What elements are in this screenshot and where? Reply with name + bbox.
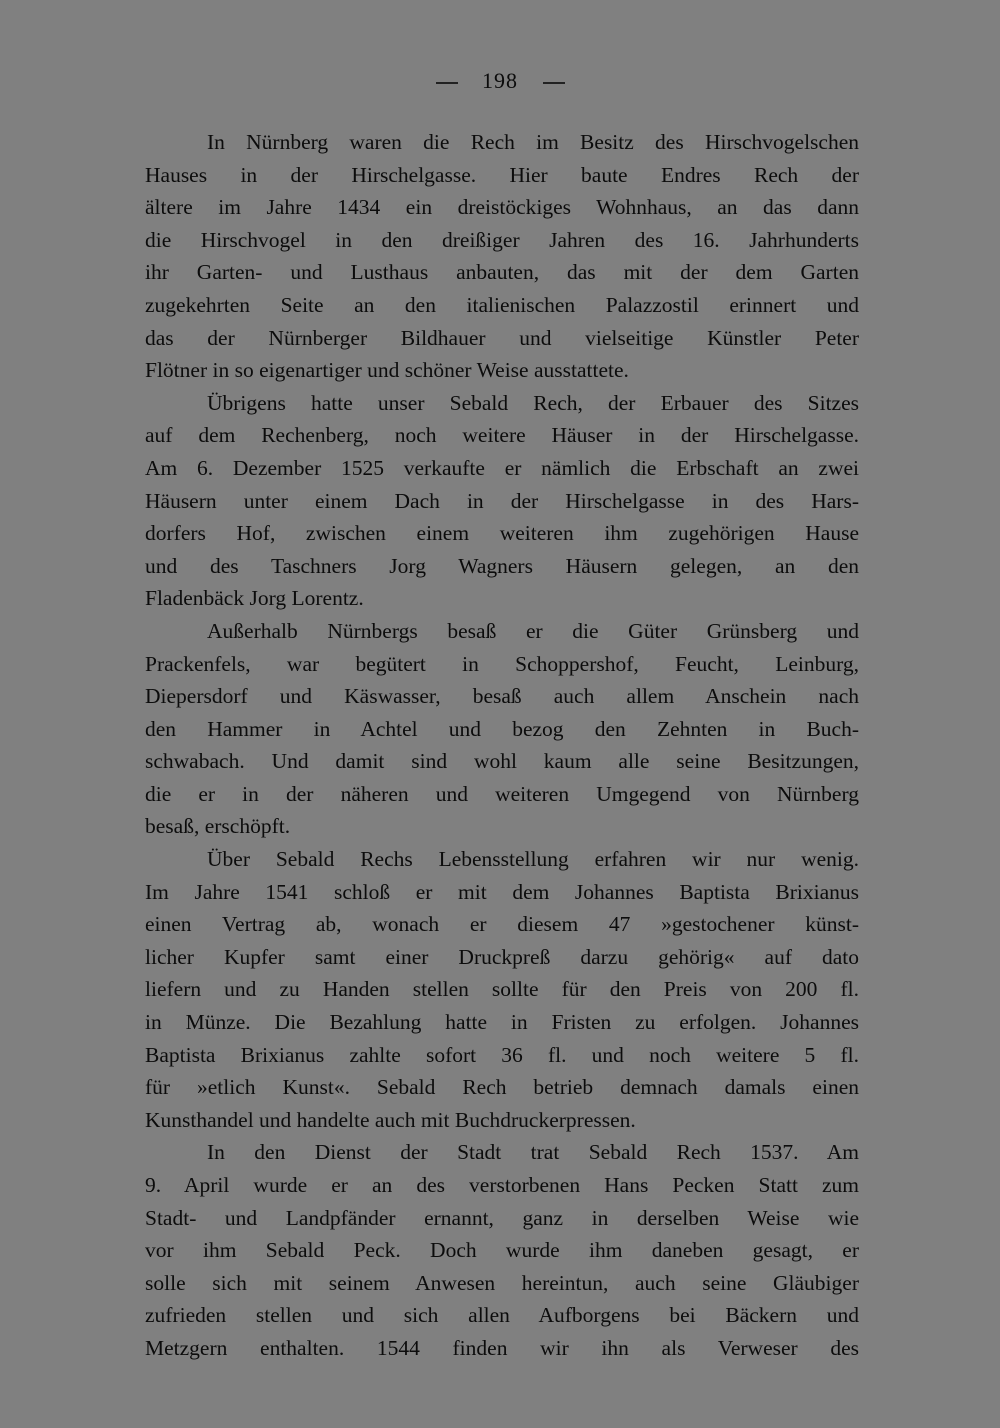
text-line: Außerhalb Nürnbergs besaß er die Güter Grünsberg und xyxy=(207,618,859,643)
text-line: Am 6. Dezember 1525 verkaufte er nämlich die Erbschaft an zwei xyxy=(145,455,859,480)
page-header xyxy=(0,68,1000,94)
text-line: schwabach. Und damit sind wohl kaum alle seine Besitzungen, xyxy=(145,749,859,774)
text-line: Diepersdorf und Käswasser, besaß auch allem Anschein nach xyxy=(145,684,859,709)
text-line: die er in der näheren und weiteren Umgegend von Nürnberg xyxy=(145,781,859,806)
text-line: ältere im Jahre 1434 ein dreistöckiges Wohnhaus, an das dann xyxy=(145,195,859,220)
text-line: und des Taschners Jorg Wagners Häusern gelegen, an den xyxy=(145,553,859,578)
text-line: einen Vertrag ab, wonach er diesem 47 »gestochener künst- xyxy=(145,912,859,937)
text-line: dorfers Hof, zwischen einem weiteren ihm zugehörigen Hause xyxy=(145,521,859,546)
text-line: in Münze. Die Bezahlung hatte in Fristen zu erfolgen. Johannes xyxy=(145,1010,859,1035)
text-line: licher Kupfer samt einer Druckpreß darzu gehörig« auf dato xyxy=(145,944,859,969)
text-line: auf dem Rechenberg, noch weitere Häuser in der Hirschelgasse. xyxy=(145,423,859,448)
text-line: Häusern unter einem Dach in der Hirschelgasse in des Hars- xyxy=(145,488,859,513)
text-line: zugekehrten Seite an den italienischen Palazzostil erinnert und xyxy=(145,292,859,317)
header-dash-left xyxy=(436,82,458,84)
text-line: Übrigens hatte unser Sebald Rech, der Erbauer des Sitzes xyxy=(207,390,859,415)
text-line: das der Nürnberger Bildhauer und vielseitige Künstler Peter xyxy=(145,325,859,350)
page-number: 198 xyxy=(482,68,518,93)
text-line: solle sich mit seinem Anwesen hereintun, auch seine Gläubiger xyxy=(145,1270,859,1295)
text-line: Über Sebald Rechs Lebensstellung erfahren wir nur wenig. xyxy=(207,847,859,872)
text-line: Stadt- und Landpfänder ernannt, ganz in derselben Weise wie xyxy=(145,1205,859,1230)
text-line: den Hammer in Achtel und bezog den Zehnten in Buch- xyxy=(145,716,859,741)
text-line: ihr Garten- und Lusthaus anbauten, das mit der dem Garten xyxy=(145,260,859,285)
text-line: Flötner in so eigenartiger und schöner Weise ausstattete. xyxy=(145,358,629,383)
text-line: vor ihm Sebald Peck. Doch wurde ihm daneben gesagt, er xyxy=(145,1238,859,1263)
text-line: Kunsthandel und handelte auch mit Buchdruckerpressen. xyxy=(145,1107,636,1132)
text-line: für »etlich Kunst«. Sebald Rech betrieb demnach damals einen xyxy=(145,1075,859,1100)
text-line: die Hirschvogel in den dreißiger Jahren des 16. Jahrhunderts xyxy=(145,227,859,252)
text-line: Prackenfels, war begütert in Schoppershof, Feucht, Leinburg, xyxy=(145,651,859,676)
text-line: Fladenbäck Jorg Lorentz. xyxy=(145,586,364,611)
text-line: Baptista Brixianus zahlte sofort 36 fl. und noch weitere 5 fl. xyxy=(145,1042,859,1067)
header-dash-right xyxy=(543,82,565,84)
text-line: besaß, erschöpft. xyxy=(145,814,291,839)
text-line: Hauses in der Hirschelgasse. Hier baute Endres Rech der xyxy=(145,162,859,187)
text-line: In den Dienst der Stadt trat Sebald Rech 1537. Am xyxy=(207,1140,859,1165)
body-text xyxy=(145,126,859,1365)
text-line: zufrieden stellen und sich allen Aufborgens bei Bäckern und xyxy=(145,1303,859,1328)
text-line: liefern und zu Handen stellen sollte für den Preis von 200 fl. xyxy=(145,977,859,1002)
text-line: Metzgern enthalten. 1544 finden wir ihn als Verweser des xyxy=(145,1335,859,1360)
text-line: 9. April wurde er an des verstorbenen Hans Pecken Statt zum xyxy=(145,1173,859,1197)
text-line: Im Jahre 1541 schloß er mit dem Johannes Baptista Brixianus xyxy=(145,879,859,904)
text-line: In Nürnberg waren die Rech im Besitz des Hirschvogelschen xyxy=(207,130,859,154)
